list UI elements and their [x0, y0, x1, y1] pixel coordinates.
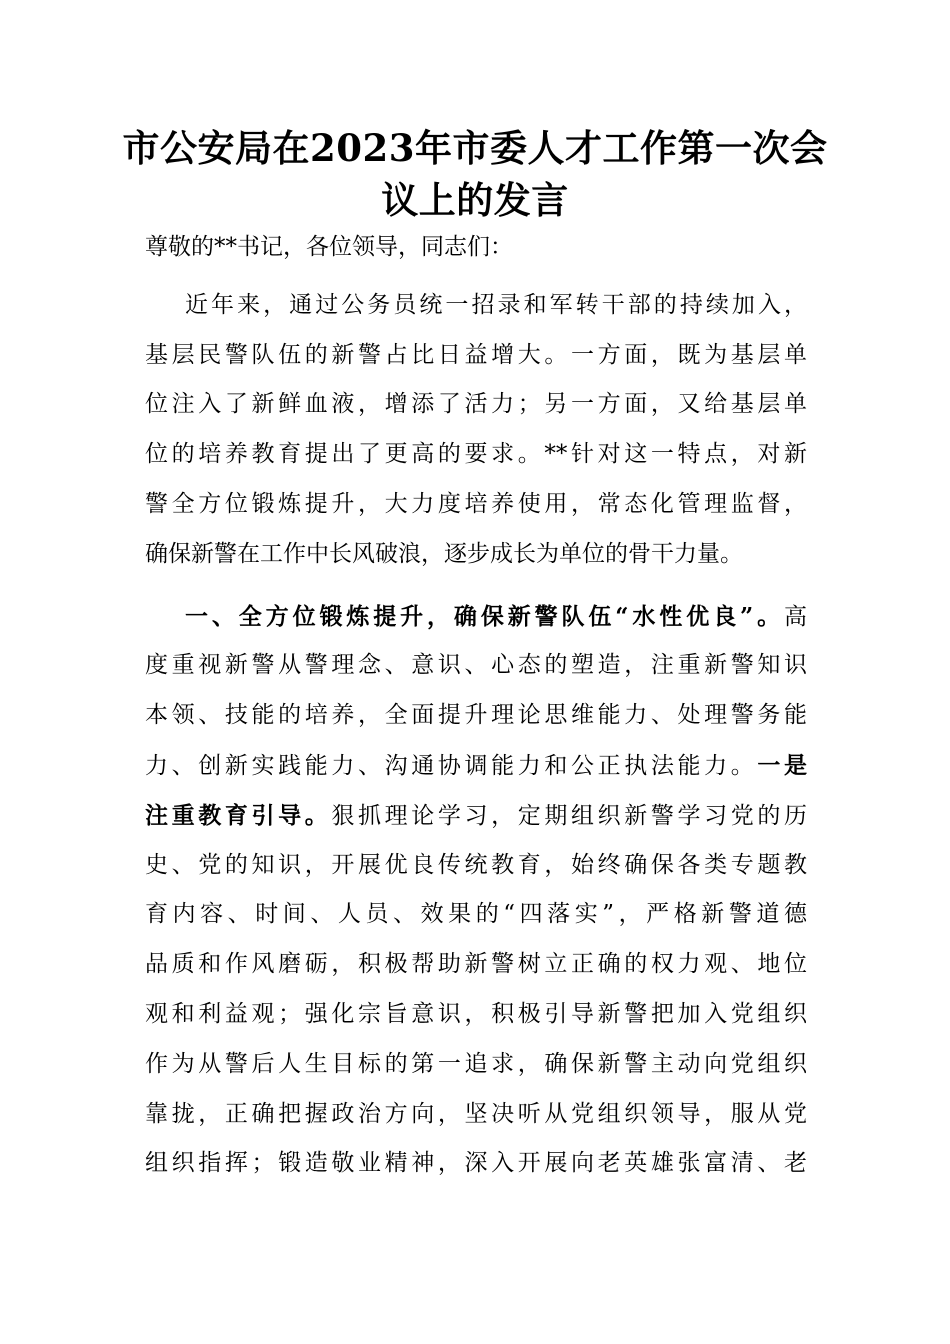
paragraph-line: 组织指挥；锻造敬业精神，深入开展向老英雄张富清、老 — [145, 1150, 807, 1177]
section-1 — [145, 592, 807, 1190]
subpoint-1-marker: 一是 — [757, 751, 807, 779]
title-line-2: 议上的发言 — [381, 178, 569, 222]
paragraph-line: 位注入了新鲜血液，增添了活力；另一方面，又给基层单 — [145, 391, 807, 418]
paragraph-line: 观和利益观；强化宗旨意识，积极引导新警把加入党组织 — [145, 1000, 807, 1027]
salutation: 尊敬的**书记，各位领导，同志们： — [145, 234, 513, 260]
document-body — [145, 223, 807, 1189]
section-1-heading-tail: 高 — [784, 603, 807, 630]
line-text: 力、创新实践能力、沟通协调能力和公正执法能力。 — [145, 752, 758, 779]
subpoint-1-heading: 注重教育引导。 — [145, 801, 332, 829]
paragraph-line: 育内容、时间、人员、效果的“四落实”，严格新警道德 — [145, 901, 807, 928]
section-1-first-line — [145, 592, 807, 642]
paragraph-line: 靠拢，正确把握政治方向，坚决听从党组织领导，服从党 — [145, 1100, 807, 1127]
paragraph-intro — [145, 281, 807, 580]
paragraph-line: 位的培养教育提出了更高的要求。**针对这一特点，对新 — [145, 441, 807, 468]
paragraph-line: 品质和作风磨砺，积极帮助新警树立正确的权力观、地位 — [145, 951, 807, 978]
line-text: 狠抓理论学习，定期组织新警学习党的历 — [331, 802, 807, 829]
paragraph-line: 作为从警后人生目标的第一追求，确保新警主动向党组织 — [145, 1050, 807, 1077]
paragraph-line — [145, 741, 807, 791]
paragraph-line: 史、党的知识，开展优良传统教育，始终确保各类专题教 — [145, 851, 807, 878]
paragraph-line: 本领、技能的培养，全面提升理论思维能力、处理警务能 — [145, 702, 807, 729]
paragraph-line: 警全方位锻炼提升，大力度培养使用，常态化管理监督， — [145, 490, 807, 517]
paragraph-line: 基层民警队伍的新警占比日益增大。一方面，既为基层单 — [145, 341, 807, 368]
document-title — [120, 122, 830, 226]
paragraph-line: 近年来，通过公务员统一招录和军转干部的持续加入， — [185, 291, 807, 318]
paragraph-line: 确保新警在工作中长风破浪，逐步成长为单位的骨干力量。 — [145, 540, 743, 567]
title-line-1: 市公安局在2023年市委人才工作第一次会 — [122, 126, 828, 170]
section-1-heading: 一、全方位锻炼提升，确保新警队伍“水性优良”。 — [185, 602, 784, 630]
paragraph-line: 度重视新警从警理念、意识、心态的塑造，注重新警知识 — [145, 652, 807, 679]
paragraph-line — [145, 791, 807, 841]
